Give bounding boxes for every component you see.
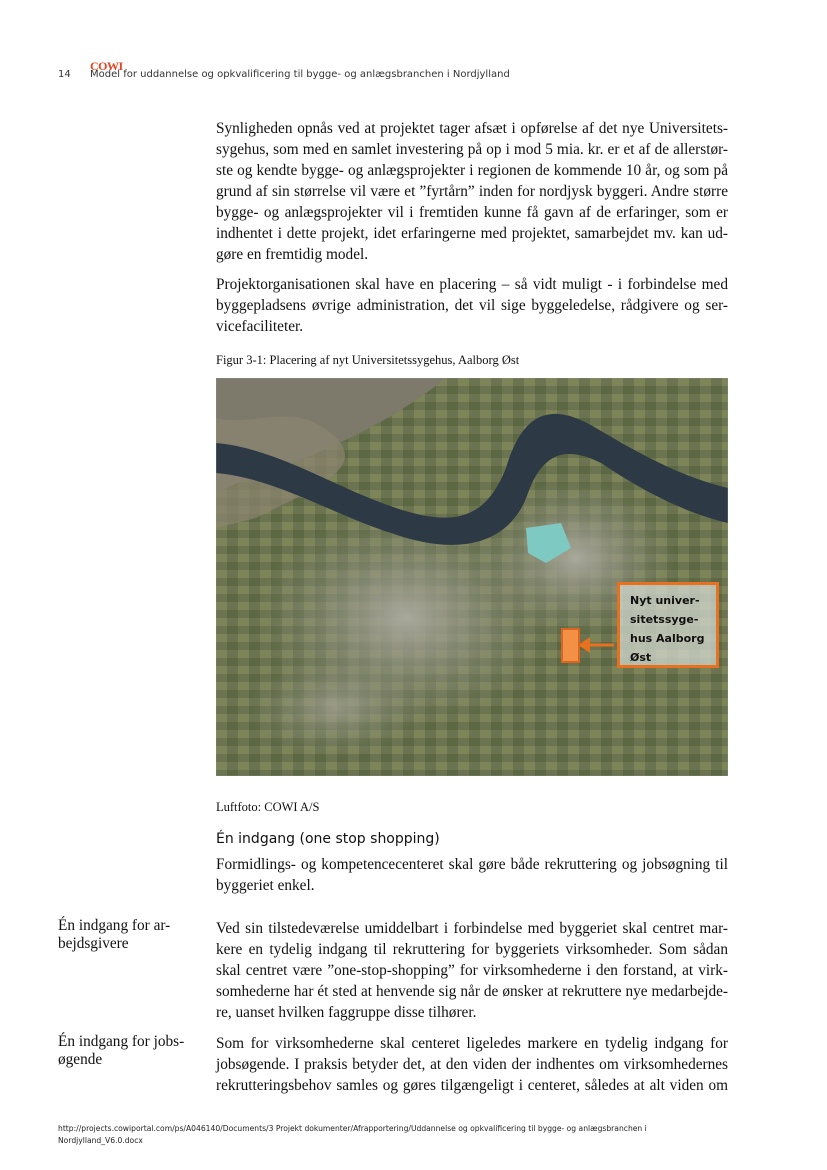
footer-line: Nordjylland_V6.0.docx bbox=[58, 1136, 143, 1145]
text-line: byggeriet enkel. bbox=[216, 877, 315, 894]
cowi-logo: COWI bbox=[90, 59, 123, 73]
aerial-photo-map bbox=[216, 378, 728, 776]
margin-note-arbejdsgivere bbox=[58, 917, 198, 953]
section-heading: Én indgang (one stop shopping) bbox=[216, 831, 440, 847]
hospital-location-marker bbox=[561, 628, 580, 663]
text-line: Én indgang for ar- bbox=[58, 917, 171, 934]
page-number: 14 bbox=[58, 69, 71, 80]
photo-credit: Luftfoto: COWI A/S bbox=[216, 800, 320, 814]
figure-caption: Figur 3-1: Placering af nyt Universitetssygehus, Aalborg Øst bbox=[216, 353, 520, 367]
label-line: sitetssyge- bbox=[630, 613, 699, 626]
text-line: ste og kendte bygge- og anlægsprojekter i regionen de kommende 10 år, og som på bbox=[216, 162, 728, 179]
text-line: bejdsgivere bbox=[58, 935, 129, 952]
text-line: vicefaciliteter. bbox=[216, 318, 304, 335]
label-line: Nyt univer- bbox=[630, 594, 700, 607]
text-line: bygge- og anlægsprojekter vil i fremtiden kunne få gavn af de erfaringer, som er bbox=[216, 204, 728, 221]
footer-path bbox=[58, 1123, 698, 1147]
text-line: Projektorganisationen skal have en placering – så vidt muligt - i forbindelse med bbox=[216, 276, 728, 293]
text-line: kere en tydelig indgang til rekruttering for byggeriets virksomheder. Som sådan bbox=[216, 941, 728, 958]
text-line: gøre en fremtidig model. bbox=[216, 246, 369, 263]
text-line: øgende bbox=[58, 1051, 103, 1068]
running-header-title: Model for uddannelse og opkvalificering til bygge- og anlægsbranchen i Nordjylland bbox=[90, 69, 510, 80]
text-line: Formidlings- og kompetencecenteret skal gøre både rekruttering og jobsøgning til bbox=[216, 856, 728, 873]
text-line: rekrutteringsbehov samles og gøres tilgængeligt i centeret, således at alt viden om bbox=[216, 1077, 728, 1094]
footer-line: http://projects.cowiportal.com/ps/A046140/Documents/3 Projekt dokumenter/Afrapportering/Uddannelse og opkvalificering til bygge- og anlægsbranchen i bbox=[58, 1124, 647, 1133]
margin-note-jobsogende bbox=[58, 1033, 198, 1069]
text-line: Ved sin tilstedeværelse umiddelbart i forbindelse med byggeriet skal centret mar- bbox=[216, 920, 728, 937]
text-line: jobsøgende. I praksis betyder det, at den viden der indhentes om virksomhedernes bbox=[216, 1056, 728, 1073]
text-line: Synligheden opnås ved at projektet tager afsæt i opførelse af det nye Universitets- bbox=[216, 120, 728, 137]
label-line: hus Aalborg bbox=[630, 632, 705, 645]
paragraph-arbejdsgivere bbox=[216, 918, 728, 1023]
text-line: byggepladsens øvrige administration, det vil sige byggeledelse, rådgivere og ser- bbox=[216, 297, 728, 314]
text-line: re, uanset hvilken faggruppe disse tilhører. bbox=[216, 1004, 477, 1021]
text-line: Som for virksomhederne skal centeret ligeledes markere en tydelig indgang for bbox=[216, 1035, 728, 1052]
label-line: Øst bbox=[630, 651, 652, 664]
text-line: grund af sin størrelse vil være et ”fyrtårn” inden for nordjysk byggeri. Andre større bbox=[216, 183, 728, 200]
text-line: skal centret være ”one-stop-shopping” for virksomhederne i den forstand, at virk- bbox=[216, 962, 728, 979]
text-line: sygehus, som med en samlet investering på op i mod 5 mia. kr. er et af de allerstør- bbox=[216, 141, 728, 158]
paragraph-projektorganisation bbox=[216, 274, 728, 337]
paragraph-synligheden bbox=[216, 118, 728, 265]
text-line: Én indgang for jobs- bbox=[58, 1033, 185, 1050]
paragraph-formidling bbox=[216, 854, 728, 896]
hospital-location-label bbox=[617, 582, 719, 668]
paragraph-jobsogende bbox=[216, 1033, 728, 1096]
text-line: indhentet i dette projekt, idet erfaringerne med projektet, samarbejdet mv. kan ud- bbox=[216, 225, 728, 242]
text-line: somhederne har ét sted at henvende sig når de ønsker at rekruttere nye medarbejde- bbox=[216, 983, 728, 1000]
